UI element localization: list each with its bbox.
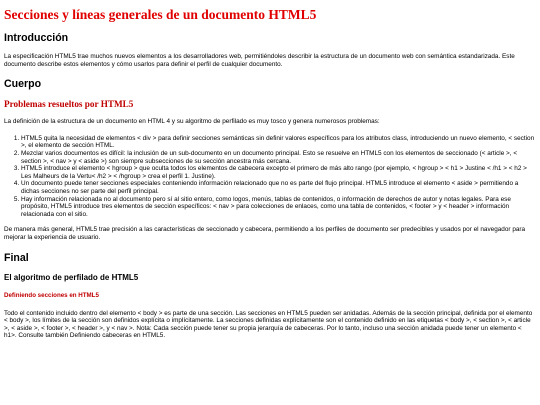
intro-paragraph: La especificación HTML5 trae muchos nuevos elementos a los desarrolladores web, permitiéndoles describir la estructura de un documento web con semántica estandarizada. Este documento describe estos elementos y cómo usarlos para definir el perfil de cualquier documento. (4, 53, 515, 68)
list-item: 2. Mezclar varios documentos es difícil: la inclusión de un sub-documento en un documento principal. Esto se resuelve en HTML5 con los elementos de seccionado (< article >, < section >, < nav > y < aside >) son siempre subsecciones de su sección ancestra más cercana. (21, 150, 536, 165)
problems-heading: Problemas resueltos por HTML5 (4, 99, 134, 110)
list-item: 3. HTML5 introduce el elemento < hgroup > que oculta todos los elementos de cabecera excepto el primero de más alto rango (por ejemplo, < hgroup > < h1 > Justine < /h1 > < h2 > Les Malheurs de la Vertu< /h2 > < /hgroup > crea el perfil 1. Justine). (21, 165, 536, 180)
problems-list (4, 135, 536, 219)
page-title: Secciones y líneas generales de un documento HTML5 (4, 7, 317, 22)
closing-paragraph: De manera más general, HTML5 trae precisión a las características de seccionado y cabecera, permitiendo a los perfiles de documento ser predecibles y usados por el navegador para mejorar la experiencia de usuario. (4, 226, 526, 241)
list-item: 1. HTML5 quita la necesidad de elementos < div > para definir secciones semánticas sin definir valores específicos para los atributos class, introduciendo un nuevo elemento, < section >, el elemento de sección HTML. (21, 135, 536, 150)
defining-sections-heading: Definiendo secciones en HTML5 (4, 291, 99, 299)
final-heading: Final (4, 251, 29, 264)
algorithm-heading: El algoritmo de perfilado de HTML5 (4, 272, 139, 282)
problems-lead: La definición de la estructura de un documento en HTML 4 y su algoritmo de perfilado es muy tosco y genera numerosos problemas: (4, 118, 380, 126)
intro-heading: Introducción (4, 32, 69, 44)
body-heading: Cuerpo (4, 78, 42, 91)
list-item: 5. Hay información relacionada no al documento pero sí al sitio entero, como logos, menús, tablas de contenidos, o información de derechos de autor y notas legales. Para ese propósito, HTML5 introduce tres elementos de sección específicos: < nav > para colecciones de enlaces, como una tabla de contenidos, < footer > y < header > información relacionada con el sitio. (21, 196, 536, 219)
final-paragraph: Todo el contenido incluido dentro del elemento < body > es parte de una sección. Las secciones en HTML5 pueden ser anidadas. Además de la sección principal, definida por el elemento < body >, los límites de la sección son definidos explícita o implícitamente. La secciones definidas explícitamente son el contenido definido en las etiquetas < body >, < section >, < article >, < aside >, < footer >, < header >, y < nav >. Nota: Cada sección puede tener su propia jerarquía de cabeceras. Por lo tanto, incluso una sección anidada puede tener un elemento < h1>. Consulte también Definiendo cabeceras en HTML5. (4, 309, 533, 340)
list-item: 4. Un documento puede tener secciones especiales conteniendo información relacionado que no es parte del flujo principal. HTML5 introduce el elemento < aside > permitiendo a dichas secciones no ser parte del perfil principal. (21, 180, 536, 195)
